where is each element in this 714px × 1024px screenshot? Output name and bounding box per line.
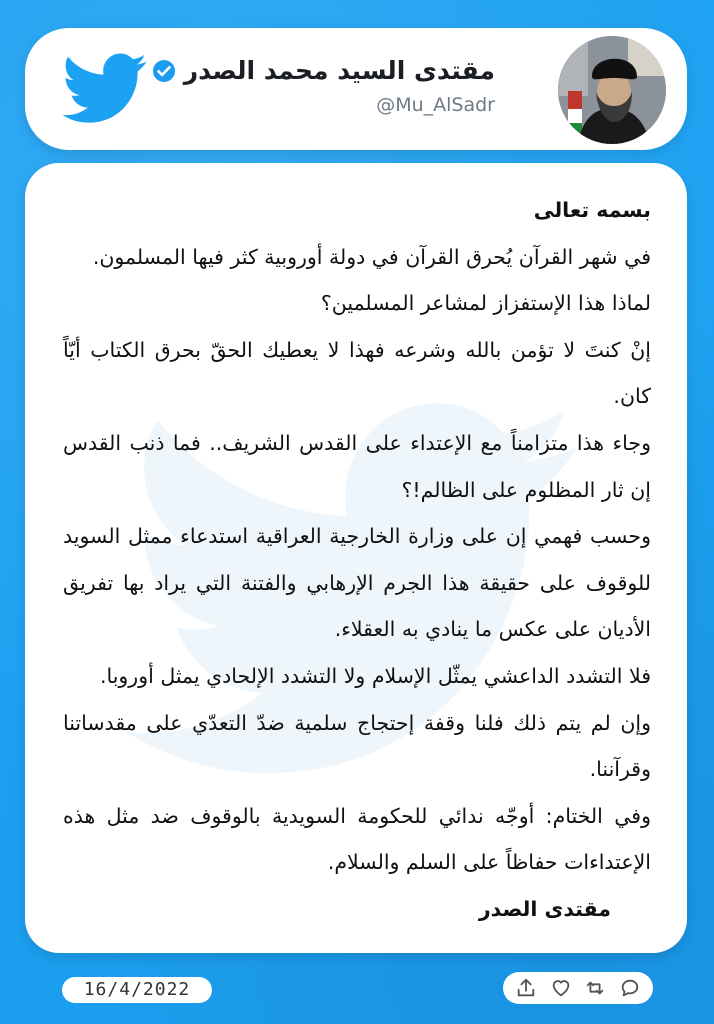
name-row: [152, 56, 495, 85]
avatar[interactable]: [558, 36, 666, 144]
tweet-line: وإن لم يتم ذلك فلنا وقفة إحتجاج سلمية ضدّ التعدّي على مقدساتنا وقرآننا.: [63, 710, 651, 782]
user-handle[interactable]: @Mu_AlSadr: [376, 94, 495, 116]
twitter-bird-icon: [62, 52, 148, 126]
like-icon: [550, 977, 572, 999]
tweet-line: لماذا هذا الإستفزاز لمشاعر المسلمين؟: [320, 291, 651, 316]
profile-photo: [558, 36, 666, 144]
retweet-icon: [584, 977, 606, 999]
retweet-button[interactable]: [584, 977, 606, 999]
display-name[interactable]: مقتدى السيد محمد الصدر: [183, 56, 495, 85]
tweet-line: إنْ كنتَ لا تؤمن بالله وشرعه فهذا لا يعطيك الحقّ بحرق الكتاب أيّاً كان.: [63, 337, 651, 409]
verified-badge-icon: [152, 59, 176, 83]
reply-button[interactable]: [619, 977, 641, 999]
like-button[interactable]: [550, 977, 572, 999]
share-button[interactable]: [515, 977, 537, 999]
tweet-line: وحسب فهمي إن على وزارة الخارجية العراقية استدعاء ممثل السويد للوقوف على حقيقة هذا الجرم الإرهابي والفتنة التي يراد بها تفريق الأديان على عكس ما ينادي به العقلاء.: [63, 524, 651, 642]
tweet-line: وفي الختام: أوجّه ندائي للحكومة السويدية بالوقوف ضد مثل هذه الإعتداءات حفاظاً على السلم والسلام.: [63, 803, 651, 875]
tweet-line: فلا التشدد الداعشي يمثّل الإسلام ولا التشدد الإلحادي يمثل أوروبا.: [99, 663, 651, 688]
profile-header-card: [25, 28, 687, 150]
tweet-signature: مقتدى الصدر: [478, 896, 611, 921]
tweet-date: 16/4/2022: [62, 977, 212, 1003]
tweet-text: [63, 187, 651, 933]
tweet-line: وجاء هذا متزامناً مع الإعتداء على القدس الشريف.. فما ذنب القدس إن ثار المظلوم على الظالم!؟: [63, 430, 651, 502]
reply-icon: [619, 977, 641, 999]
share-icon: [515, 977, 537, 999]
tweet-actions: [503, 972, 653, 1004]
tweet-line: في شهر القرآن يُحرق القرآن في دولة أوروبية كثر فيها المسلمون.: [92, 244, 651, 269]
tweet-card: [25, 163, 687, 953]
tweet-line: بسمه تعالى: [533, 198, 651, 222]
